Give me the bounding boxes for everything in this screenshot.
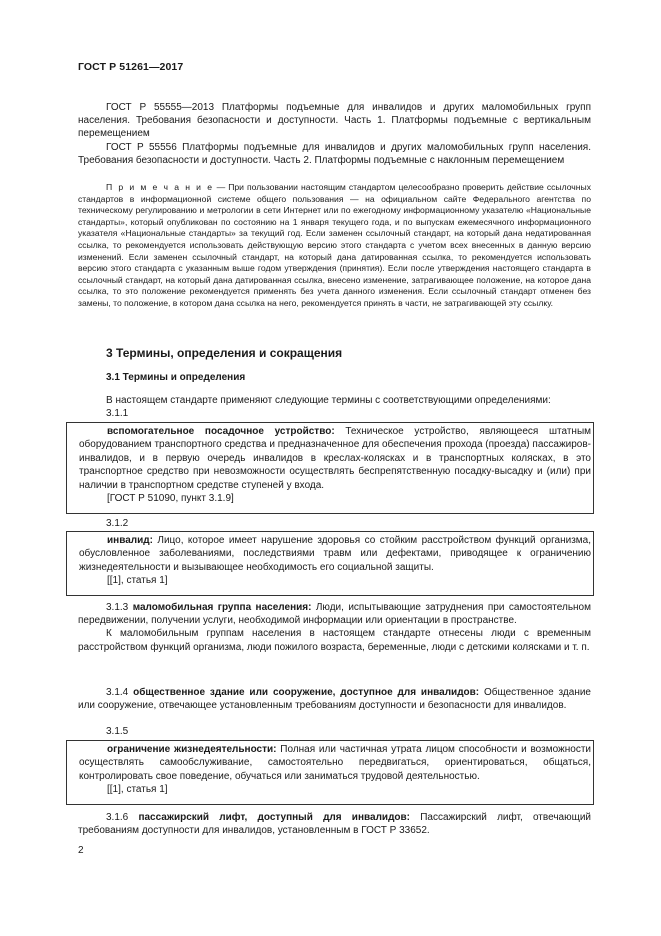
term-number: 3.1.4 <box>106 687 129 698</box>
reference-item: ГОСТ Р 55556 Платформы подъемные для инвалидов и других маломобильных групп населения. Требования безопасности и доступности. Часть 2. Платформы подъемные с наклонным перемещением <box>78 141 591 166</box>
term-box <box>66 531 594 596</box>
term-source: [ГОСТ Р 51090, пункт 3.1.9] <box>107 493 234 505</box>
term-note: К маломобильным группам населения в настоящем стандарте отнесены люди с временным расстройством функций организма, люди пожилого возраста, беременные, люди с детскими колясками и т. п. <box>78 628 591 653</box>
term-name: вспомогательное посадочное устройство: <box>107 426 335 437</box>
term-313 <box>78 601 591 654</box>
term-name: маломобильная группа населения: <box>132 602 312 613</box>
note-text: — При пользовании настоящим стандартом целесообразно проверить действие ссылочных стандартов в информационной системе общего пользования — на официальном сайте Федерального агентства по техническому регулированию и метрологии в сети Интернет или по ежегодному информационному указателю «Национальные стандарты», который опубликован по состоянию на 1 января текущего года, и по выпускам ежемесячного информационного указателя «Национальные стандарты» за текущий год. Если заменен ссылочный стандарт, на который дана недатированная ссылка, то рекомендуется использовать действующую версию этого стандарта с учетом всех внесенных в данную версию изменений. Если заменен ссылочный стандарт, на который дана датированная ссылка, то рекомендуется использовать версию этого стандарта с указанным выше годом утверждения (принятия). Если после утверждения настоящего стандарта в ссылочный стандарт, на который дана датированная ссылка, внесено изменение, затрагивающее положение, на которое дана ссылка, то это положение рекомендуется применять без учета данного изменения. Если ссылочный стандарт отменен без замены, то положение, в котором дана ссылка на него, рекомендуется принять в части, не затрагивающей эту ссылку. <box>78 182 592 308</box>
term-definition: Пассажирский лифт, отвечающий требованиям доступности для инвалидов, установленным в ГОСТ Р 33652. <box>78 812 591 837</box>
term-definition: Техническое устройство, являющееся штатным оборудованием транспортного средства и предназначенное для обеспечения прохода (проезда) пассажиров-инвалидов, и в первую очередь инвалидов в креслах-колясках и в транспортных колясках, в это транспортное средство при невозможности осуществлять беспрепятственную посадку-высадку и (или) при наличии в транспортном средстве ступеней у входа. <box>79 426 592 491</box>
reference-item: ГОСТ Р 55555—2013 Платформы подъемные для инвалидов и других маломобильных групп населения. Требования безопасности и доступности. Часть 1. Платформы подъемные с вертикальным перемещением <box>78 102 591 140</box>
term-number: 3.1.3 <box>106 602 129 613</box>
note-block <box>78 182 591 310</box>
term-name: ограничение жизнедеятельности: <box>107 744 277 755</box>
term-number: 3.1.1 <box>106 408 129 419</box>
section-intro: В настоящем стандарте применяют следующие термины с соответствующими определениями: <box>106 395 551 406</box>
term-number: 3.1.6 <box>106 812 129 823</box>
term-source: [[1], статья 1] <box>107 784 168 796</box>
term-name: общественное здание или сооружение, доступное для инвалидов: <box>133 687 480 698</box>
term-316 <box>78 811 591 837</box>
term-definition: Полная или частичная утрата лицом способности и возможности осуществлять самообслуживание, самостоятельно передвигаться, ориентироваться, общаться, контролировать свое поведение, обучаться или заниматься трудовой деятельностью. <box>79 744 591 782</box>
term-box <box>66 422 594 514</box>
term-name: пассажирский лифт, доступный для инвалидов: <box>138 812 410 823</box>
document-header: ГОСТ Р 51261—2017 <box>78 61 184 73</box>
term-number: 3.1.5 <box>106 726 129 737</box>
section-title: 3 Термины, определения и сокращения <box>106 346 343 360</box>
term-number: 3.1.2 <box>106 518 129 529</box>
term-definition: Люди, испытывающие затруднения при самостоятельном передвижении, получении услуги, необходимой информации или ориентации в пространстве. <box>78 602 591 627</box>
term-314 <box>78 686 591 712</box>
references-block <box>78 101 591 167</box>
subsection-title: 3.1 Термины и определения <box>106 372 246 383</box>
term-name: инвалид: <box>107 535 153 546</box>
note-label: П р и м е ч а н и е <box>106 182 214 192</box>
term-source: [[1], статья 1] <box>107 575 168 587</box>
page-number: 2 <box>78 845 84 856</box>
term-definition: Общественное здание или сооружение, отвечающее установленным требованиям доступности и безопасности для инвалидов. <box>78 687 591 712</box>
term-box <box>66 740 594 805</box>
term-definition: Лицо, которое имеет нарушение здоровья со стойким расстройством функций организма, обусловленное заболеваниями, последствиями травм или дефектами, приводящее к ограничению жизнедеятельности и вызывающее необходимость его социальной защиты. <box>79 535 591 573</box>
